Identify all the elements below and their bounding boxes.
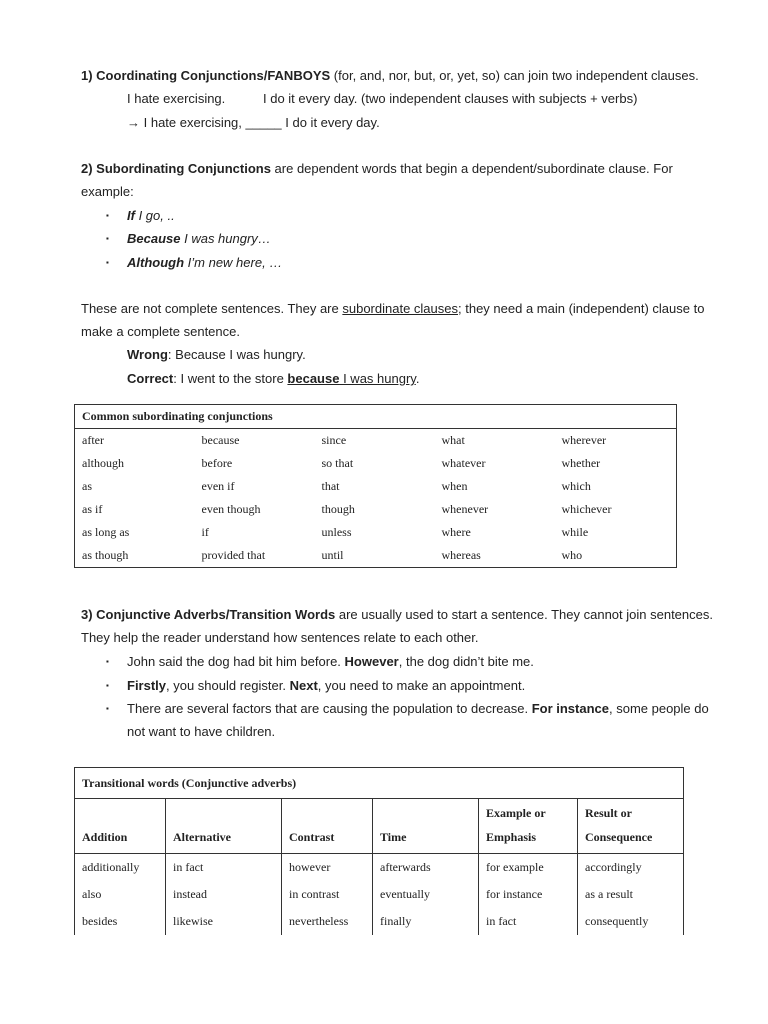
section3-text-2: They help the reader understand how sentences relate to each other.	[81, 630, 479, 645]
wrong-label: Wrong	[127, 347, 168, 362]
bullet-text: , you should register.	[166, 678, 290, 693]
bullet-text: , you need to make an appointment.	[317, 678, 526, 693]
section1-heading: 1) Coordinating Conjunctions/FANBOYS	[81, 68, 331, 83]
table-cell: for example	[479, 854, 578, 882]
bullet-bold: Next	[289, 678, 318, 693]
table-cell: after	[82, 433, 104, 447]
column-header-line: Example or	[486, 806, 546, 820]
column-header-line: Result or	[585, 806, 632, 820]
table-cell: so that	[321, 456, 354, 470]
table-cell: as though	[82, 548, 129, 562]
square-bullet-icon: ▪	[106, 258, 109, 267]
subordinating-conjunctions-table	[74, 404, 677, 568]
bullet-text: , the dog didn’t bite me.	[398, 654, 534, 669]
table-cell: when	[441, 479, 468, 493]
column-header-alternative: Alternative	[166, 799, 282, 854]
table-cell: additionally	[75, 854, 166, 882]
table-cell: if	[201, 525, 209, 539]
table-cell: eventually	[373, 881, 479, 908]
bullet-if	[127, 208, 175, 224]
column-header-time: Time	[373, 799, 479, 854]
bullet-although	[127, 255, 282, 271]
table-cell: before	[201, 456, 233, 470]
table-cell: as long as	[82, 525, 130, 539]
table-cell: however	[282, 854, 373, 882]
table-cell: where	[441, 525, 471, 539]
wrong-text: : Because I was hungry.	[167, 347, 306, 362]
table-cell: provided that	[201, 548, 266, 562]
section2-paragraph	[81, 161, 673, 177]
section2-text-2: example:	[81, 184, 134, 199]
table2-title: Transitional words (Conjunctive adverbs)	[75, 768, 684, 799]
square-bullet-icon: ▪	[106, 657, 109, 666]
table-cell: as a result	[578, 881, 684, 908]
square-bullet-icon: ▪	[106, 681, 109, 690]
section1-paragraph	[81, 68, 699, 84]
table-cell: besides	[75, 908, 166, 935]
para-text-b: ; they need a main (independent) clause to	[458, 301, 705, 316]
table-cell: whichever	[561, 502, 612, 516]
table-cell: though	[321, 502, 355, 516]
bullet-because	[127, 231, 271, 247]
column-header-line: Consequence	[585, 830, 653, 844]
column-header-result	[578, 799, 684, 854]
correct-label: Correct	[127, 371, 174, 386]
bullet-although-bold: Although	[127, 255, 185, 270]
arrow-icon: →	[127, 115, 140, 130]
bullet-for-instance	[127, 701, 709, 717]
wrong-example	[127, 347, 306, 363]
bullet-if-text: I go, ..	[134, 208, 175, 223]
section1-example-a: I hate exercising.	[127, 91, 226, 106]
table-cell: in contrast	[282, 881, 373, 908]
table-cell: even if	[201, 479, 235, 493]
bullet-because-text: I was hungry…	[180, 231, 271, 246]
bullet-text: , some people do	[608, 701, 709, 716]
table-cell: in fact	[479, 908, 578, 935]
correct-text: : I went to the store	[173, 371, 288, 386]
table-cell: accordingly	[578, 854, 684, 882]
table-cell: wherever	[561, 433, 607, 447]
bullet-if-bold: If	[127, 208, 135, 223]
table-row	[75, 498, 677, 521]
table-cell: until	[321, 548, 344, 562]
section2-heading: 2) Subordinating Conjunctions	[81, 161, 271, 176]
table-cell: whereas	[441, 548, 481, 562]
bullet-bold: For instance	[531, 701, 609, 716]
table-cell: even though	[201, 502, 261, 516]
table-cell: because	[201, 433, 240, 447]
table-cell: likewise	[166, 908, 282, 935]
bullet-bold: However	[344, 654, 399, 669]
column-header-contrast: Contrast	[282, 799, 373, 854]
table-row	[75, 908, 684, 935]
table-cell: nevertheless	[282, 908, 373, 935]
table-cell: which	[561, 479, 591, 493]
square-bullet-icon: ▪	[106, 234, 109, 243]
section3-paragraph	[81, 607, 713, 623]
column-header-line: Emphasis	[486, 830, 537, 844]
table-cell: although	[82, 456, 124, 470]
table-row	[75, 452, 677, 475]
table-row	[75, 854, 684, 882]
table-cell: that	[321, 479, 340, 493]
table-cell: finally	[373, 908, 479, 935]
section2-paragraph-3: make a complete sentence.	[81, 324, 240, 339]
table-cell: instead	[166, 881, 282, 908]
section1-example-b: I do it every day. (two independent clauses with subjects + verbs)	[263, 91, 638, 106]
bullet-bold: Firstly	[127, 678, 167, 693]
bullet-firstly	[127, 678, 525, 694]
correct-example	[127, 371, 419, 387]
bullet-because-bold: Because	[127, 231, 181, 246]
bullet-text: John said the dog had bit him before.	[127, 654, 345, 669]
transitional-words-table	[74, 767, 684, 935]
section3-text: are usually used to start a sentence. They cannot join sentences.	[335, 607, 713, 622]
table-row	[75, 475, 677, 498]
table-cell: in fact	[166, 854, 282, 882]
correct-bold: because	[287, 371, 340, 386]
square-bullet-icon: ▪	[106, 211, 109, 220]
table-cell: as if	[82, 502, 103, 516]
section3-heading: 3) Conjunctive Adverbs/Transition Words	[81, 607, 336, 622]
para-text-a: These are not complete sentences. They are	[81, 301, 343, 316]
section1-combined	[127, 115, 380, 131]
correct-underlined: I was hungry	[339, 371, 416, 386]
table-cell: for instance	[479, 881, 578, 908]
table-cell: who	[561, 548, 583, 562]
section1-text: (for, and, nor, but, or, yet, so) can join two independent clauses.	[330, 68, 699, 83]
table-cell: unless	[321, 525, 352, 539]
section2-text: are dependent words that begin a dependent/subordinate clause. For	[270, 161, 673, 176]
bullet-for-instance-cont: not want to have children.	[127, 724, 276, 739]
column-header-addition: Addition	[75, 799, 166, 854]
bullet-although-text: I’m new here, …	[184, 255, 283, 270]
bullet-however	[127, 654, 534, 670]
section1-combined-text: I hate exercising, _____ I do it every day.	[140, 115, 380, 130]
table-row	[75, 429, 677, 453]
table-row	[75, 881, 684, 908]
table-cell: while	[561, 525, 589, 539]
column-header-example	[479, 799, 578, 854]
subordinate-clauses-term: subordinate clauses	[342, 301, 458, 316]
table-cell: since	[321, 433, 347, 447]
section2-paragraph-2	[81, 301, 704, 317]
bullet-text: There are several factors that are causing the population to decrease.	[127, 701, 532, 716]
table-cell: also	[75, 881, 166, 908]
table-cell: consequently	[578, 908, 684, 935]
square-bullet-icon: ▪	[106, 704, 109, 713]
table-row	[75, 521, 677, 544]
table1-title: Common subordinating conjunctions	[75, 405, 677, 429]
table-cell: whatever	[441, 456, 486, 470]
correct-end: .	[415, 371, 420, 386]
table-cell: afterwards	[373, 854, 479, 882]
table-cell: what	[441, 433, 465, 447]
table-row	[75, 544, 677, 568]
table-cell: whether	[561, 456, 601, 470]
table-cell: as	[82, 479, 92, 493]
table-cell: whenever	[441, 502, 489, 516]
